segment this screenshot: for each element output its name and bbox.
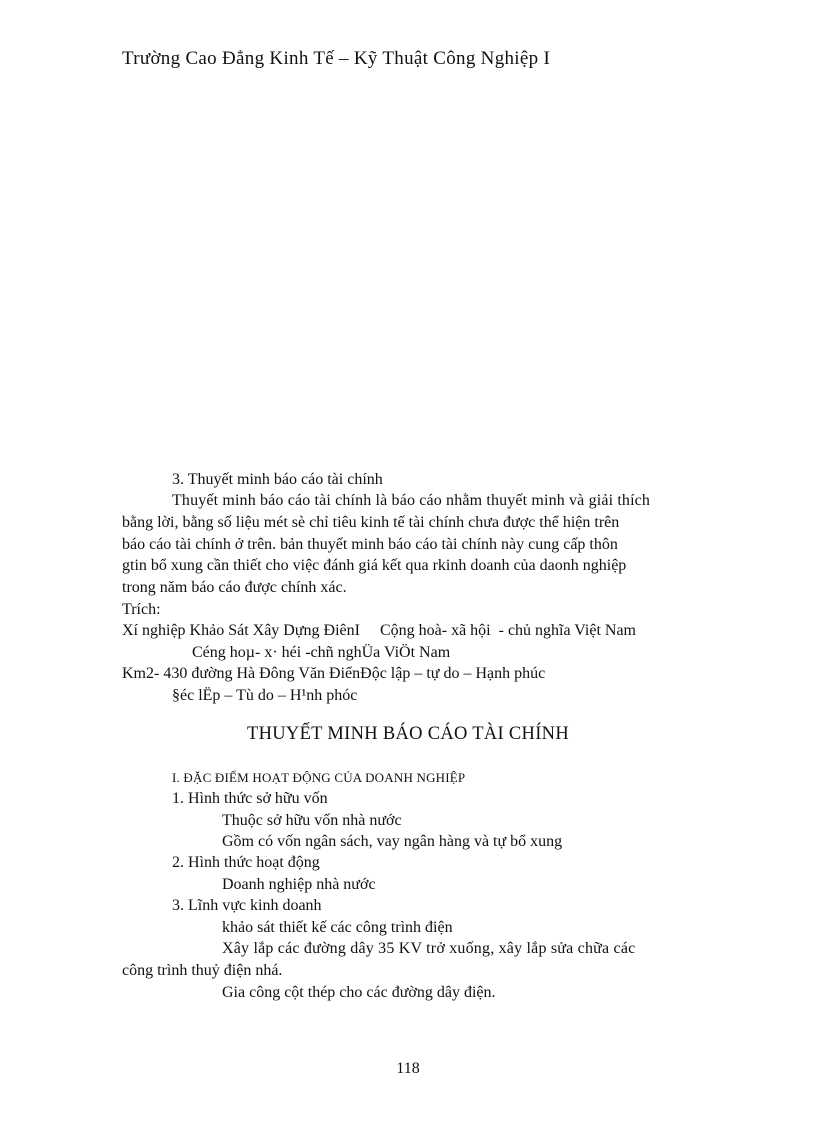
- paragraph-line-1: Thuyết minh báo cáo tài chính là báo cáo nhằm thuyết minh và giải thích: [172, 492, 651, 509]
- item-1b: Gồm có vốn ngân sách, vay ngân hàng và tự bổ xung: [222, 833, 563, 850]
- letterhead-line-4: §éc lËp – Tù do – H¹nh phóc: [172, 687, 358, 704]
- section-heading: 3. Thuyết minh báo cáo tài chính: [172, 471, 383, 488]
- page-number: 118: [396, 1060, 420, 1077]
- item-3c: Gia công cột thép cho các đường dây điện.: [222, 984, 496, 1001]
- item-1a: Thuộc sở hữu vốn nhà nước: [222, 812, 402, 829]
- item-3b-cont: công trình thuỷ điện nhá.: [122, 962, 283, 979]
- paragraph-line-2: bằng lời, bằng số liệu mét sè chỉ tiêu kinh tế tài chính chưa được thể hiện trên: [122, 514, 620, 531]
- item-3a: khảo sát thiết kế các công trình điện: [222, 919, 453, 936]
- section-1-heading: I. ĐẶC ĐIỂM HOẠT ĐỘNG CỦA DOANH NGHIỆP: [172, 770, 466, 785]
- item-1-heading: 1. Hình thức sở hữu vốn: [172, 790, 328, 807]
- trich-label: Trích:: [122, 601, 161, 618]
- school-name: Trường Cao Đẳng Kinh Tế – Kỹ Thuật Công Nghiệp I: [122, 48, 551, 69]
- item-2a: Doanh nghiệp nhà nước: [222, 876, 376, 893]
- item-2-heading: 2. Hình thức hoạt động: [172, 854, 320, 871]
- paragraph-line-5: trong năm báo cáo được chính xác.: [122, 579, 347, 596]
- item-3b: Xây lắp các đường dây 35 KV trở xuống, xây lắp sửa chữa các: [222, 940, 636, 957]
- letterhead-line-2: Céng hoµ- x· héi -chñ nghÜa ViÖt Nam: [192, 644, 451, 661]
- paragraph-line-3: báo cáo tài chính ở trên. bản thuyết minh báo cáo tài chính này cung cấp thôn: [122, 536, 618, 553]
- paragraph-line-4: gtin bổ xung cần thiết cho việc đánh giá kết qua rkinh doanh của daonh nghiệp: [122, 557, 627, 574]
- letterhead-line-1: Xí nghiệp Khảo Sát Xây Dựng ĐiênI Cộng hoà- xã hội - chủ nghĩa Việt Nam: [122, 622, 636, 639]
- document-title: THUYẾT MINH BÁO CÁO TÀI CHÍNH: [247, 724, 569, 744]
- item-3-heading: 3. Lĩnh vực kinh doanh: [172, 897, 322, 914]
- letterhead-line-3: Km2- 430 đường Hà Đông Văn ĐiểnĐộc lập – tự do – Hạnh phúc: [122, 665, 546, 682]
